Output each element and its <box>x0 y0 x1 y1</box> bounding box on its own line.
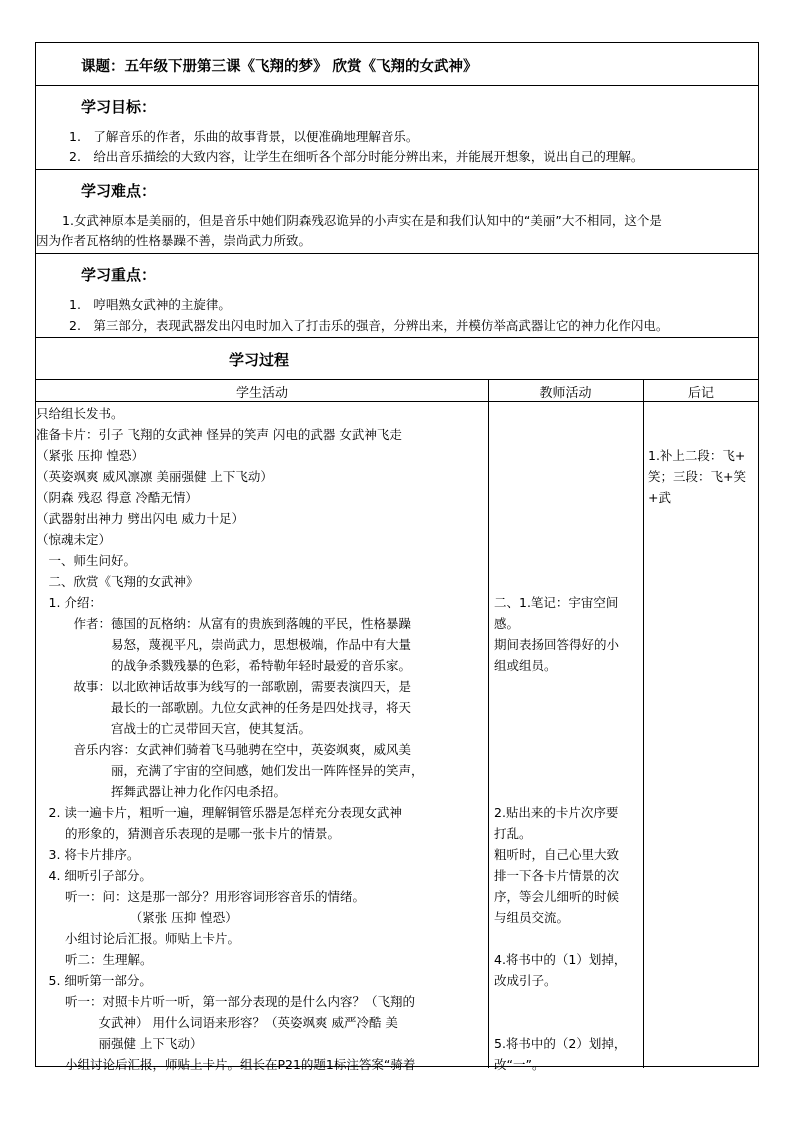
student-activity-line: 准备卡片：引子 飞翔的女武神 怪异的笑声 闪电的武器 女武神飞走 <box>36 427 402 442</box>
row-divider <box>36 169 758 170</box>
objective-item: 1. 了解音乐的作者，乐曲的故事背景，以便准确地理解音乐。 <box>69 129 419 144</box>
teacher-activity-line <box>494 571 642 592</box>
teacher-activity-line <box>494 1012 642 1033</box>
notes-line: 笑；三段：飞+笑 <box>648 469 746 484</box>
student-activity-line: 作者：德国的瓦格纳：从富有的贵族到落魄的平民，性格暴躁 <box>36 616 412 631</box>
column-header-student: 学生活动 <box>235 386 288 401</box>
student-activity-line: 易怒，蔑视平凡，崇尚武力，思想极端，作品中有大量 <box>36 637 412 652</box>
teacher-activity-line: 二、1.笔记：宇宙空间 <box>494 595 619 610</box>
student-activity-line: 丽，充满了宇宙的空间感，她们发出一阵阵怪异的笑声， <box>36 763 424 778</box>
teacher-activity-line: 期间表扬回答得好的小 <box>494 637 620 652</box>
teacher-activity-line <box>494 718 642 739</box>
teacher-activity-line <box>494 781 642 802</box>
student-activity-line: 音乐内容：女武神们骑着飞马驰骋在空中，英姿飒爽，威风美 <box>36 742 412 757</box>
teacher-activity-line <box>494 529 642 550</box>
column-header-notes: 后记 <box>687 386 714 401</box>
student-activity-line: 听二：生理解。 <box>36 952 153 967</box>
teacher-activity-line: 4.将书中的（1）划掉， <box>494 952 627 967</box>
student-activity-line: （紧张 压抑 惶恐） <box>36 910 238 925</box>
student-activity-line: 1. 介绍： <box>36 595 102 610</box>
student-activity-line: 宫战士的亡灵带回天宫，使其复活。 <box>36 721 312 736</box>
teacher-activity-line: 粗听时，自己心里大致 <box>494 847 620 862</box>
student-activity-line: 小组讨论后汇报。师贴上卡片。 <box>36 931 240 946</box>
student-activity-line: 故事：以北欧神话故事为线写的一部歌剧，需要表演四天，是 <box>36 679 412 694</box>
column-divider <box>488 379 489 1068</box>
objective-item: 2. 给出音乐描绘的大致内容，让学生在细听各个部分时能分辨出来，并能展开想象，说出自己的理解。 <box>69 149 644 164</box>
notes-line: +武 <box>648 490 671 505</box>
teacher-activity-line <box>494 445 642 466</box>
teacher-activity-line <box>494 928 642 949</box>
student-activity-line: 5. 细听第一部分。 <box>36 973 152 988</box>
row-divider <box>36 401 758 402</box>
focus-item: 2. 第三部分，表现武器发出闪电时加入了打击乐的强音，分辨出来，并模仿举高武器让它的神力化作闪电。 <box>69 318 669 333</box>
student-activity-line: 一、师生问好。 <box>36 553 137 568</box>
lesson-plan-table <box>35 42 759 1072</box>
teacher-activity-line <box>494 508 642 529</box>
notes-line: 1.补上二段：飞+ <box>648 448 746 463</box>
student-activity-line: 最长的一部歌剧。九位女武神的任务是四处找寻，将天 <box>36 700 412 715</box>
teacher-activity-line: 排一下各卡片情景的次 <box>494 868 620 883</box>
teacher-activity-line <box>494 487 642 508</box>
teacher-activity-line: 感。 <box>494 616 520 631</box>
teacher-activity-line <box>494 403 642 424</box>
student-activity-line: （阴森 残忍 得意 冷酷无情） <box>36 490 198 505</box>
column-header-teacher: 教师活动 <box>539 386 592 401</box>
teacher-activity-line <box>494 676 642 697</box>
notes-column <box>648 403 758 508</box>
focus-heading: 学习重点： <box>81 266 157 284</box>
teacher-activity-line: 改成引子。 <box>494 973 557 988</box>
teacher-activity-line: 序，等会儿细听的时候 <box>494 889 620 904</box>
teacher-activity-line: 与组员交流。 <box>494 910 570 925</box>
student-activity-line: 挥舞武器让神力化作闪电杀招。 <box>36 784 287 799</box>
row-divider <box>36 337 758 338</box>
student-activity-line: （英姿飒爽 威风凛凛 美丽强健 上下飞动） <box>36 469 273 484</box>
process-heading: 学习过程 <box>229 351 290 369</box>
teacher-activity-line: 打乱。 <box>494 826 532 841</box>
student-activity-line: 2. 读一遍卡片，粗听一遍，理解铜管乐器是怎样充分表现女武神 <box>36 805 402 820</box>
teacher-activity-line: 改“一”。 <box>494 1057 545 1072</box>
student-activity-line: 二、欣赏《飞翔的女武神》 <box>36 574 199 589</box>
row-divider <box>36 253 758 254</box>
notes-line <box>648 424 758 445</box>
teacher-activity-line <box>494 760 642 781</box>
teacher-activity-line <box>494 466 642 487</box>
column-divider <box>643 379 644 1068</box>
teacher-activity-line: 组或组员。 <box>494 658 557 673</box>
notes-line <box>648 403 758 424</box>
student-activity-line: （武器射出神力 劈出闪电 威力十足） <box>36 511 244 526</box>
difficulty-line: 因为作者瓦格纳的性格暴躁不善，崇尚武力所致。 <box>36 233 312 248</box>
difficulty-line: 1.女武神原本是美丽的，但是音乐中她们阴森残忍诡异的小声实在是和我们认知中的“美丽”大不相同，这个是 <box>62 213 662 228</box>
teacher-activity-line: 2.贴出来的卡片次序要 <box>494 805 619 820</box>
lesson-title: 课题：五年级下册第三课《飞翔的梦》 欣赏《飞翔的女武神》 <box>81 59 478 75</box>
teacher-activity-line <box>494 697 642 718</box>
row-divider <box>36 85 758 86</box>
student-activity-line: 丽强健 上下飞动） <box>36 1036 203 1051</box>
focus-item: 1. 哼唱熟女武神的主旋律。 <box>69 297 231 312</box>
student-activity-line: 的形象的，猜测音乐表现的是哪一张卡片的情景。 <box>36 826 340 841</box>
student-activity-line: 的战争杀戮残暴的色彩，希特勒年轻时最爱的音乐家。 <box>36 658 412 673</box>
student-activity-line: 小组讨论后汇报，师贴上卡片。组长在P21的题1标注答案“骑着 <box>36 1057 416 1072</box>
row-divider <box>36 379 758 380</box>
teacher-activity-line <box>494 424 642 445</box>
student-activity-column <box>36 403 486 1075</box>
teacher-activity-line <box>494 739 642 760</box>
student-activity-line: 女武神） 用什么词语来形容？（英姿飒爽 威严冷酷 美 <box>36 1015 398 1030</box>
student-activity-line: （紧张 压抑 惶恐） <box>36 448 144 463</box>
student-activity-line: 3. 将卡片排序。 <box>36 847 140 862</box>
teacher-activity-line <box>494 550 642 571</box>
student-activity-line: 只给组长发书。 <box>36 406 124 421</box>
student-activity-line: 听一：问：这是那一部分？用形容词形容音乐的情绪。 <box>36 889 365 904</box>
teacher-activity-column <box>494 403 642 1075</box>
difficulty-heading: 学习难点： <box>81 182 157 200</box>
student-activity-line: （惊魂未定） <box>36 532 112 547</box>
teacher-activity-line <box>494 991 642 1012</box>
student-activity-line: 4. 细听引子部分。 <box>36 868 152 883</box>
objectives-heading: 学习目标： <box>81 98 157 116</box>
student-activity-line: 听一：对照卡片听一听，第一部分表现的是什么内容？（飞翔的 <box>36 994 415 1009</box>
teacher-activity-line: 5.将书中的（2）划掉， <box>494 1036 627 1051</box>
